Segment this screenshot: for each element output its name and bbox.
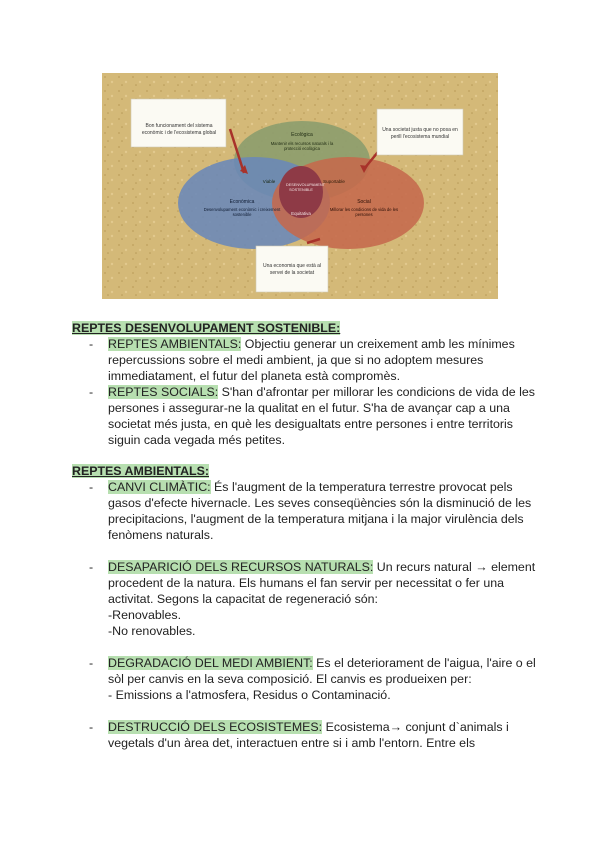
list-item: - DEGRADACIÓ DEL MEDI AMBIENT: Es el deteriorament de l'aigua, l'aire o el sòl per canvis en la seva composició. El canvis es produeixen per: - Emissions a l'atmosfera, Residus o Contaminació. (72, 655, 542, 703)
document-body (72, 320, 542, 751)
viable-label: Viable (262, 179, 276, 184)
sub-item: -No renovables. (108, 624, 196, 638)
environmental-challenges-list-4 (72, 719, 542, 751)
sustainable-challenges-list (72, 336, 542, 448)
economy-title: Econòmica (229, 199, 255, 205)
section-title-sustainable-development: REPTES DESENVOLUPAMENT SOSTENIBLE: (72, 321, 341, 335)
environmental-challenges-list-3 (72, 655, 542, 703)
sub-item: - Emissions a l'atmosfera, Residus o Contaminació. (108, 688, 391, 702)
ecology-text: Mantenir els recursos naturals i la protecció ecològica (270, 141, 334, 151)
bottom-note-text: Una economia que està al servei de la societat (262, 263, 322, 276)
sub-item: -Renovables. (108, 608, 182, 622)
list-item: - REPTES AMBIENTALS: Objectiu generar un creixement amb les mínimes repercussions sobre el medi ambient, ja que si no adoptem mesures immediatament, el futur del planeta està compromès. (72, 336, 542, 384)
right-note-text: Una societat justa que no posa en perill l'ecosistema mundial (382, 127, 458, 140)
ecology-title: Ecològica (291, 132, 313, 138)
equitable-label: Equitativa (291, 211, 311, 216)
social-text: Millorar les condicions de vida de les persones (329, 207, 399, 217)
list-item: - CANVI CLIMÀTIC: És l'augment de la temperatura terrestre provocat pels gasos d'efecte hivernacle. Les seves conseqüències són la disminució de les precipitacions, l'augment de la temperatura mitjana i la major virulència dels fenòmens naturals. (72, 479, 542, 543)
center-label: DESENVOLUPAMENT SOSTENIBLE (286, 183, 325, 192)
supportable-label: Suportable (323, 179, 345, 184)
economy-text: Desenvolupament econòmic i creixement sostenible (203, 207, 281, 217)
section-title-environmental: REPTES AMBIENTALS: (72, 464, 209, 478)
social-title: Social (357, 199, 371, 205)
environmental-challenges-list (72, 479, 542, 543)
list-item: - REPTES SOCIALS: S'han d'afrontar per millorar les condicions de vida de les persones i assegurar-ne la qualitat en el futur. S'ha de avançar cap a una societat més justa, en què les desigualtats entre persones i entre territoris siguin cada vegada més petites. (72, 384, 542, 448)
left-note-text: Bon funcionament del sistema econòmic i de l'ecosistema global (141, 123, 217, 136)
environmental-challenges-list-2 (72, 559, 542, 639)
list-item: - DESAPARICIÓ DELS RECURSOS NATURALS: Un recurs natural → element procedent de la natura. Els humans el fan servir per necessitat o fer una activitat. Segons la capacitat de regeneració són: -Renovables. -No renovables. (72, 559, 542, 639)
list-item: - DESTRUCCIÓ DELS ECOSISTEMES: Ecosistema→ conjunt d`animals i vegetals d'un àrea det, interactuen entre si i amb l'entorn. Entre els (72, 719, 542, 751)
sustainability-diagram (102, 73, 498, 299)
